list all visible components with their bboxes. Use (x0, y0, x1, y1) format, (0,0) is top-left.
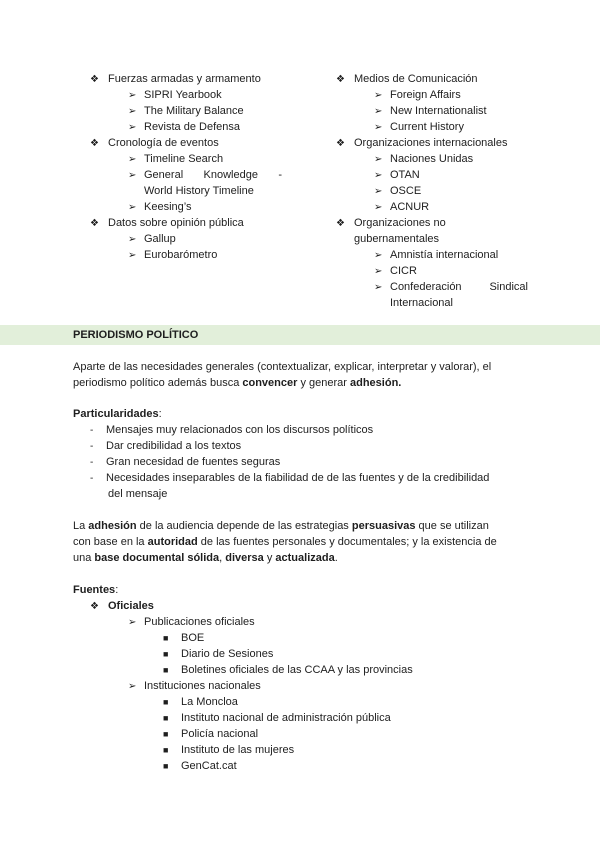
square-bullet-icon: ■ (163, 761, 169, 771)
arrow-bullet-icon: ➢ (374, 90, 383, 101)
diamond-bullet-icon: ❖ (336, 218, 345, 229)
diamond-bullet-icon: ❖ (90, 138, 99, 149)
fuentes-heading: Fuentes: (73, 584, 119, 596)
list-item: ➢ Foreign Affairs (374, 87, 461, 103)
group-label-continuation: gubernamentales (354, 233, 440, 245)
list-item: ➢ General Knowledge - (128, 167, 282, 183)
list-item (336, 71, 478, 87)
list-item: ➢ Amnistía internacional (374, 247, 498, 263)
list-item: - Mensajes muy relacionados con los discursos políticos (90, 422, 373, 438)
dash-bullet: - (90, 473, 94, 484)
list-item: ➢ ACNUR (374, 199, 429, 215)
list-item: ➢ Naciones Unidas (374, 151, 473, 167)
list-item: ■ GenCat.cat (163, 760, 237, 772)
arrow-bullet-icon: ➢ (128, 90, 137, 101)
list-item: ➢ SIPRI Yearbook (128, 87, 222, 103)
list-item-continuation: del mensaje (108, 488, 168, 500)
list-item: ■ Instituto de las mujeres (163, 744, 295, 756)
arrow-bullet-icon: ➢ (374, 154, 383, 165)
dash-bullet: - (90, 457, 94, 468)
list-item: - Gran necesidad de fuentes seguras (90, 454, 280, 470)
diamond-bullet-icon: ❖ (90, 218, 99, 229)
list-item: - Dar credibilidad a los textos (90, 438, 241, 454)
arrow-bullet-icon: ➢ (128, 154, 137, 165)
list-item: ➢ Eurobarómetro (128, 247, 217, 263)
dash-bullet: - (90, 425, 94, 436)
list-item: ➢ Timeline Search (128, 151, 223, 167)
group-label: Medios de Comunicación (354, 73, 478, 85)
list-item: ➢ OSCE (374, 183, 421, 199)
list-item: ■ La Moncloa (163, 696, 238, 708)
arrow-bullet-icon: ➢ (128, 170, 137, 181)
square-bullet-icon: ■ (163, 745, 169, 755)
diamond-bullet-icon: ❖ (90, 601, 99, 612)
arrow-bullet-icon: ➢ (374, 106, 383, 117)
arrow-bullet-icon: ➢ (374, 202, 383, 213)
arrow-bullet-icon: ➢ (128, 617, 137, 628)
diamond-bullet-icon: ❖ (90, 74, 99, 85)
list-item: ➢ Instituciones nacionales (128, 678, 261, 694)
list-item: ■ Instituto nacional de administración pública (163, 712, 391, 724)
arrow-bullet-icon: ➢ (128, 250, 137, 261)
adhesion-paragraph: La adhesión de la audiencia depende de las estrategias persuasivas que se utilizan con base en la autoridad de las fuentes personales y documentales; y la existencia de una base documental sólida, diversa y actualizada. (73, 520, 497, 564)
list-item-continuation: Internacional (390, 297, 453, 309)
list-item: ➢ The Military Balance (128, 103, 244, 119)
list-item: ■ Boletines oficiales de las CCAA y las provincias (163, 664, 413, 676)
arrow-bullet-icon: ➢ (128, 202, 137, 213)
list-item (90, 215, 244, 231)
group-label: Cronología de eventos (108, 137, 219, 149)
group-label: Datos sobre opinión pública (108, 217, 244, 229)
arrow-bullet-icon: ➢ (374, 250, 383, 261)
list-item (336, 215, 446, 231)
dash-bullet: - (90, 441, 94, 452)
arrow-bullet-icon: ➢ (374, 122, 383, 133)
square-bullet-icon: ■ (163, 729, 169, 739)
list-item: ➢ Keesing’s (128, 199, 192, 215)
group-label: Fuerzas armadas y armamento (108, 73, 261, 85)
particularidades-heading: Particularidades: (73, 408, 162, 420)
list-item: ➢ Confederación Sindical (374, 279, 528, 295)
diamond-bullet-icon: ❖ (336, 138, 345, 149)
square-bullet-icon: ■ (163, 633, 169, 643)
intro-paragraph: Aparte de las necesidades generales (contextualizar, explicar, interpretar y valorar), el periodismo político además busca convencer y generar adhesión. (73, 361, 492, 389)
arrow-bullet-icon: ➢ (128, 122, 137, 133)
list-item: ❖ Oficiales (90, 598, 154, 614)
list-item (90, 71, 261, 87)
list-item: ■ Policía nacional (163, 728, 259, 740)
group-label: Organizaciones internacionales (354, 137, 508, 149)
arrow-bullet-icon: ➢ (128, 106, 137, 117)
arrow-bullet-icon: ➢ (374, 186, 383, 197)
square-bullet-icon: ■ (163, 697, 169, 707)
list-item (90, 135, 219, 151)
arrow-bullet-icon: ➢ (128, 681, 137, 692)
list-item: ➢ Gallup (128, 231, 176, 247)
group-label: Organizaciones no (354, 217, 446, 229)
square-bullet-icon: ■ (163, 649, 169, 659)
list-item: ➢ New Internationalist (374, 103, 487, 119)
list-item: ➢ CICR (374, 263, 417, 279)
arrow-bullet-icon: ➢ (374, 266, 383, 277)
square-bullet-icon: ■ (163, 665, 169, 675)
section-title: PERIODISMO POLÍTICO (73, 329, 199, 341)
list-item: ➢ Revista de Defensa (128, 119, 240, 135)
arrow-bullet-icon: ➢ (374, 170, 383, 181)
list-item (336, 135, 507, 151)
list-item: ➢ Publicaciones oficiales (128, 614, 255, 630)
list-item: ➢ OTAN (374, 167, 420, 183)
list-item: ■ BOE (163, 632, 205, 644)
diamond-bullet-icon: ❖ (336, 74, 345, 85)
list-item-continuation: World History Timeline (144, 185, 254, 197)
list-item: ■ Diario de Sesiones (163, 648, 274, 660)
list-item: ➢ Current History (374, 119, 464, 135)
list-item: - Necesidades inseparables de la fiabilidad de de las fuentes y de la credibilidad (90, 470, 489, 486)
arrow-bullet-icon: ➢ (374, 282, 383, 293)
arrow-bullet-icon: ➢ (128, 234, 137, 245)
square-bullet-icon: ■ (163, 713, 169, 723)
